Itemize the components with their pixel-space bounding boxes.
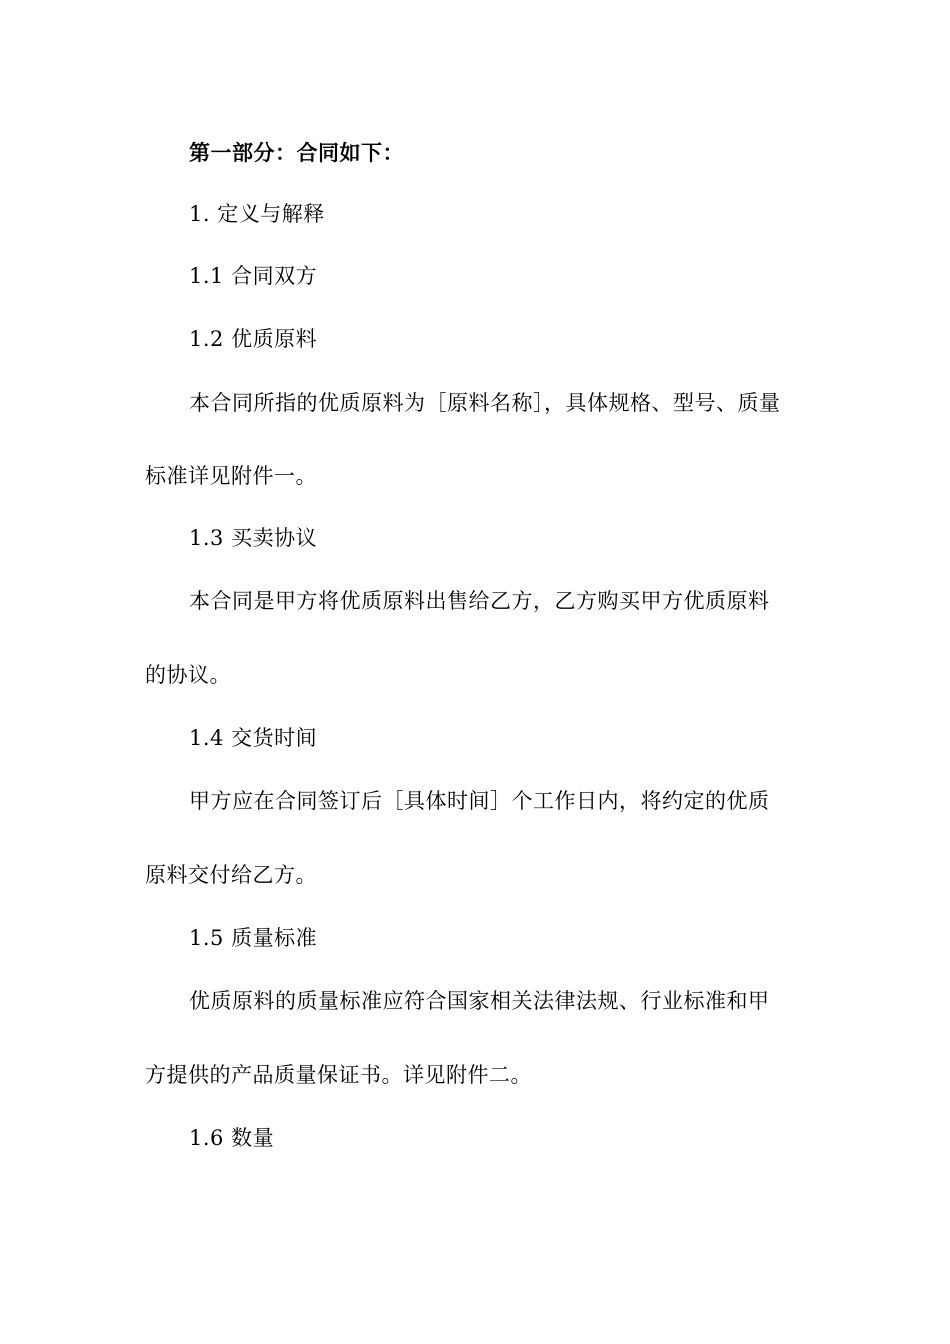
subheading-agreement: 1.3 买卖协议 <box>189 526 318 550</box>
section-title: 第一部分：合同如下： <box>189 140 404 165</box>
heading-definitions: 1. 定义与解释 <box>189 202 325 226</box>
subheading-delivery-time: 1.4 交货时间 <box>189 726 318 750</box>
paragraph-line: 的协议。 <box>145 663 231 687</box>
paragraph-line: 本合同所指的优质原料为［原料名称］，具体规格、型号、质量 <box>189 391 781 415</box>
paragraph-line: 甲方应在合同签订后［具体时间］个工作日内，将约定的优质 <box>189 789 770 813</box>
subheading-parties: 1.1 合同双方 <box>189 264 318 288</box>
paragraph-line: 方提供的产品质量保证书。详见附件二。 <box>145 1063 532 1087</box>
paragraph-line: 本合同是甲方将优质原料出售给乙方，乙方购买甲方优质原料 <box>189 589 770 613</box>
subheading-quality-standard: 1.5 质量标准 <box>189 926 318 950</box>
paragraph-line: 原料交付给乙方。 <box>145 863 317 887</box>
subheading-quantity: 1.6 数量 <box>189 1126 275 1150</box>
paragraph-line: 优质原料的质量标准应符合国家相关法律法规、行业标准和甲 <box>189 989 770 1013</box>
paragraph-line: 标准详见附件一。 <box>145 464 317 488</box>
subheading-materials: 1.2 优质原料 <box>189 327 318 351</box>
